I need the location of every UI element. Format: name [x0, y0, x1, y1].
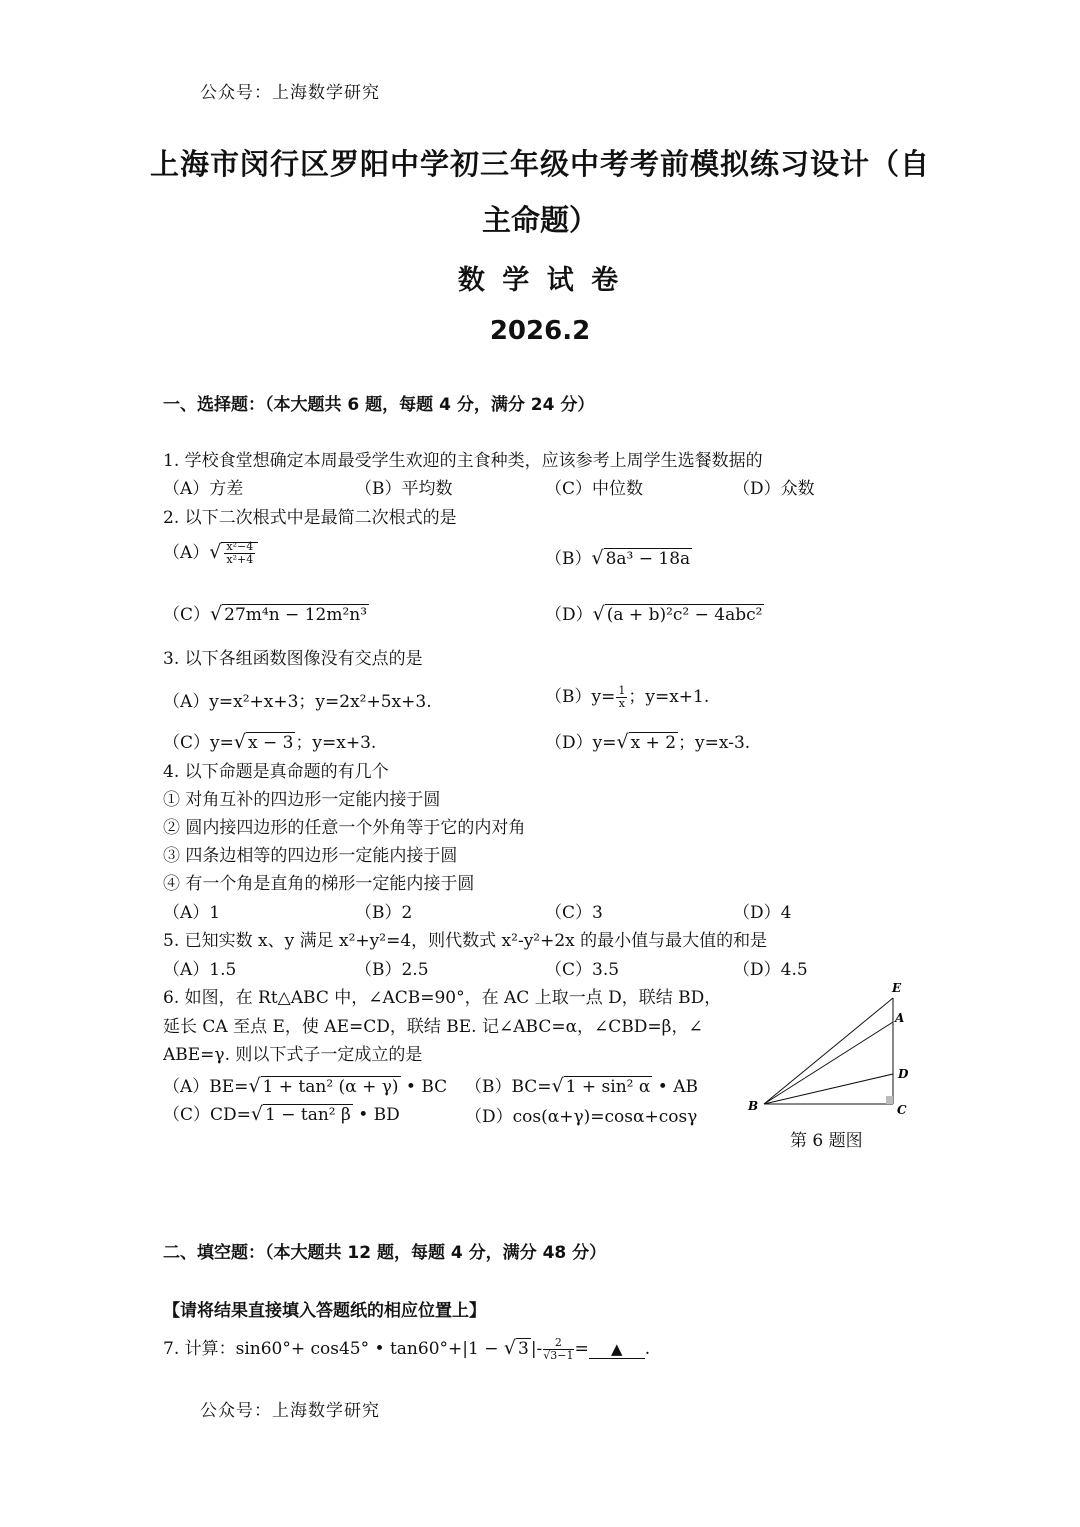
- q7-fraction-denominator: √3−1: [543, 1349, 574, 1362]
- q7-answer-blank: ▲: [589, 1340, 645, 1359]
- q7-abs-open: |1 −: [462, 1339, 504, 1359]
- q7-equals: =: [574, 1339, 589, 1359]
- q3-b-denominator: x: [618, 697, 625, 710]
- q2-c-radicand: 27m⁴n − 12m²n³: [224, 605, 368, 625]
- radical-sign: √: [616, 731, 629, 753]
- q6-line2: 延长 CA 至点 E，使 AE=CD，联结 BE. 记∠ABC=α，∠CBD=β，∠: [163, 1017, 703, 1037]
- q7-fraction: [543, 1337, 573, 1362]
- q6-b-suffix: • AB: [652, 1077, 698, 1097]
- paper-date: 2026.2: [489, 316, 591, 346]
- q3-option-a: （A）y=x²+x+3；y=2x²+5x+3.: [163, 692, 432, 712]
- paper-title-line1: 上海市闵行区罗阳中学初三年级中考考前模拟练习设计（自: [149, 147, 930, 181]
- page-header: 公众号：上海数学研究: [200, 83, 380, 103]
- q3-d-prefix: （D）y=: [545, 733, 617, 753]
- q6-b-radicand: 1 + sin² α: [565, 1077, 651, 1097]
- q5-option-c: （C）3.5: [545, 960, 620, 980]
- q7-prefix: 7. 计算：sin60°+ cos45° • tan60°+: [163, 1339, 463, 1359]
- q5-option-d: （D）4.5: [733, 960, 808, 980]
- q2-option-c: [163, 600, 369, 625]
- radical-sign: √: [209, 541, 222, 563]
- segment-be: [764, 998, 893, 1104]
- section1-heading: 一、选择题：（本大题共 6 题，每题 4 分，满分 24 分）: [163, 395, 595, 415]
- q3-c-prefix: （C）y=: [163, 733, 234, 753]
- q2-option-a-fraction: [224, 541, 255, 566]
- q3-option-d: [545, 728, 750, 753]
- q7-abs-radicand: 3: [517, 1339, 529, 1359]
- label-a: A: [895, 1011, 905, 1025]
- q2-b-radicand: 8a³ − 18a: [605, 549, 691, 569]
- section2-note: 【请将结果直接填入答题纸的相应位置上】: [163, 1301, 486, 1321]
- q2-option-c-label: （C）: [163, 605, 211, 625]
- label-d: D: [898, 1067, 909, 1081]
- q1-option-c: （C）中位数: [545, 479, 644, 499]
- segment-ba: [764, 1022, 893, 1104]
- q2-option-d: [545, 600, 764, 625]
- q6-option-b: [465, 1072, 698, 1097]
- q5-stem: 5. 已知实数 x、y 满足 x²+y²=4，则代数式 x²-y²+2x 的最小值与最大值的和是: [163, 931, 768, 951]
- label-e: E: [892, 981, 902, 995]
- q6-b-prefix: （B）BC=: [465, 1077, 552, 1097]
- q3-b-fraction: [616, 685, 627, 710]
- q4-item-1: ① 对角互补的四边形一定能内接于圆: [163, 790, 441, 810]
- radical-sign: √: [233, 731, 246, 753]
- radical-sign: √: [503, 1337, 516, 1359]
- radical-sign: √: [551, 1075, 564, 1097]
- label-c: C: [897, 1103, 907, 1117]
- q2-option-b: [545, 544, 692, 569]
- q4-option-b: （B）2: [355, 903, 413, 923]
- q3-b-suffix: ；y=x+1.: [628, 687, 710, 707]
- q6-line1: 6. 如图，在 Rt△ABC 中，∠ACB=90°，在 AC 上取一点 D，联结 BD，: [163, 988, 722, 1008]
- q6-c-suffix: • BD: [352, 1105, 400, 1125]
- right-angle-mark: [886, 1096, 893, 1104]
- q3-c-suffix: ；y=x+3.: [295, 733, 377, 753]
- q6-c-prefix: （C）CD=: [163, 1105, 251, 1125]
- q2-stem: 2. 以下二次根式中是最简二次根式的是: [163, 508, 457, 528]
- radical-sign: √: [250, 1103, 263, 1125]
- q6-option-d: （D）cos(α+γ)=cosα+cosγ: [465, 1107, 698, 1127]
- q6-a-prefix: （A）BE=: [163, 1077, 249, 1097]
- q6-figure: [740, 978, 920, 1123]
- q1-stem: 1. 学校食堂想确定本周最受学生欢迎的主食种类，应该参考上周学生选餐数据的: [163, 451, 763, 471]
- q4-option-a: （A）1: [163, 903, 221, 923]
- paper-subject: 数 学 试 卷: [457, 265, 623, 296]
- q6-a-suffix: • BC: [400, 1077, 448, 1097]
- q7-expression: [163, 1334, 650, 1362]
- section2-heading: 二、填空题：（本大题共 12 题，每题 4 分，满分 48 分）: [163, 1243, 607, 1263]
- q6-option-a: [163, 1072, 447, 1097]
- q5-option-b: （B）2.5: [355, 960, 429, 980]
- q6-figure-caption: 第 6 题图: [790, 1131, 863, 1151]
- q7-abs-close: |-: [530, 1339, 543, 1359]
- q3-d-suffix: ；y=x-3.: [678, 733, 751, 753]
- radical-sign: √: [248, 1075, 261, 1097]
- q7-end: .: [644, 1339, 651, 1359]
- q4-stem: 4. 以下命题是真命题的有几个: [163, 762, 389, 782]
- q2-d-radicand: (a + b)²c² − 4abc²: [606, 605, 763, 625]
- q4-item-2: ② 圆内接四边形的任意一个外角等于它的内对角: [163, 818, 526, 838]
- q5-option-a: （A）1.5: [163, 960, 237, 980]
- q1-option-d: （D）众数: [733, 479, 815, 499]
- q3-option-c: [163, 728, 376, 753]
- q2-option-a: [163, 538, 258, 566]
- paper-title-line2: 主命题）: [481, 203, 598, 237]
- q2-option-b-label: （B）: [545, 549, 592, 569]
- q1-option-a: （A）方差: [163, 479, 244, 499]
- radical-sign: √: [210, 603, 223, 625]
- q7-fraction-numerator: 2: [543, 1337, 573, 1350]
- q6-a-radicand: 1 + tan² (α + γ): [262, 1077, 399, 1097]
- page-footer: 公众号：上海数学研究: [200, 1401, 380, 1421]
- q6-line3: ABE=γ. 则以下式子一定成立的是: [163, 1045, 423, 1065]
- label-b: B: [748, 1099, 759, 1113]
- q3-d-radicand: x + 2: [630, 733, 677, 753]
- q3-option-b: [545, 682, 709, 710]
- radical-sign: √: [591, 547, 604, 569]
- q3-b-numerator: 1: [618, 684, 626, 697]
- q2-a-denominator: x²+4: [226, 553, 254, 566]
- q2-option-a-label: （A）: [163, 543, 210, 563]
- q6-option-c: [163, 1100, 400, 1125]
- q2-a-numerator: x²−4: [226, 540, 254, 553]
- q3-b-prefix: （B）y=: [545, 687, 616, 707]
- radical-sign: √: [592, 603, 605, 625]
- q4-option-d: （D）4: [733, 903, 792, 923]
- q2-option-d-label: （D）: [545, 605, 593, 625]
- q4-item-3: ③ 四条边相等的四边形一定能内接于圆: [163, 846, 458, 866]
- q4-option-c: （C）3: [545, 903, 603, 923]
- q1-option-b: （B）平均数: [355, 479, 453, 499]
- q4-item-4: ④ 有一个角是直角的梯形一定能内接于圆: [163, 874, 475, 894]
- segment-bd: [764, 1074, 893, 1104]
- q3-c-radicand: x − 3: [247, 733, 294, 753]
- q6-c-radicand: 1 − tan² β: [265, 1105, 351, 1125]
- q3-stem: 3. 以下各组函数图像没有交点的是: [163, 649, 423, 669]
